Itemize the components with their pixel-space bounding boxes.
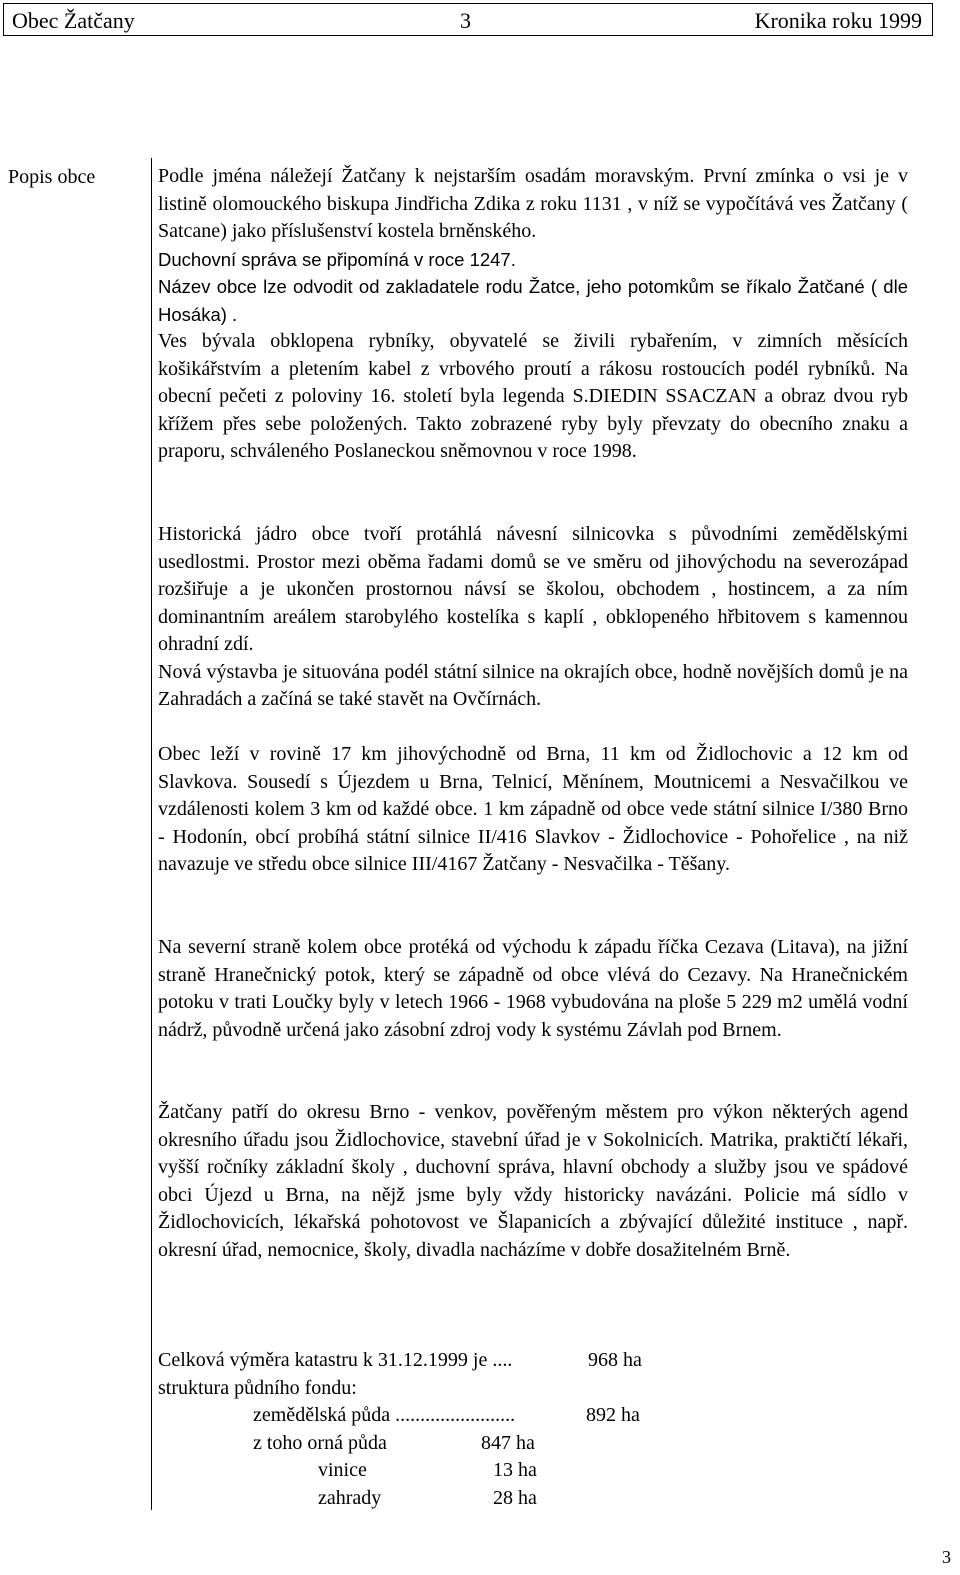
gardens-label: zahrady [318,1486,382,1509]
village-core-text: Historická jádro obce tvoří protáhlá návesní silnicovka s původními zemědělskými usedlostmi. Prostor mezi oběma řadami domů se ve směru od jihovýchodu na severozápad rozšiřuje a je ukončen prostornou návsí se školou, obchodem , hostincem, a za ním dominantním areálem starobylého kostelíka s kaplí , obklopeného hřbitovem s kamennou ohradní zdí. [158,523,908,655]
agricultural-land-label: zemědělská půda ........................ [253,1404,516,1426]
arable-land-value: 847 ha [481,1431,535,1454]
spiritual-administration-text: Duchovní správa se připomíná v roce 1247. [158,248,516,270]
paragraph-village-core [158,521,908,714]
paragraph-location [158,741,908,879]
vineyards-label: vinice [318,1459,367,1481]
paragraph-waters [158,934,908,1044]
page-header [3,3,933,36]
paragraph-history [158,163,908,466]
structure-label: struktura půdního fondu: [158,1376,357,1399]
ponds-text: Ves bývala obklopena rybníky, obyvatelé se živili rybařením, v zimních měsících košikářstvím a pletením kabel z vrbového proutí a rákosu rostoucích podél rybníků. Na obecní pečeti z poloviny 16. století byla legenda S.DIEDIN SSACZAN a obraz dvou ryb křížem přes sebe položených. Takto zobrazené ryby byly převzaty do obecního znaku a praporu, schváleného Poslaneckou sněmovnou v roce 1998. [158,330,908,462]
vineyards-value: 13 ha [493,1459,537,1481]
header-chronicle-title: Kronika roku 1999 [754,8,922,33]
location-text: Obec leží v rovině 17 km jihovýchodně od Brna, 11 km od Židlochovic a 12 km od Slavkova. Sousedí s Újezdem u Brna, Telnicí, Měnínem, Moutnicemi a Nesvačilkou ve vzdálenosti kolem 3 km od každé obce. 1 km západně od obce vede státní silnice I/380 Brno - Hodonín, obcí probíhá státní silnice II/416 Slavkov - Židlochovice - Pohořelice , na niž navazuje ve středu obce silnice III/4167 Žatčany - Nesvačilka - Těšany. [158,743,908,875]
footer-page-number: 3 [942,1547,951,1567]
new-construction-text: Nová výstavba je situována podél státní silnice na okrajích obce, hodně novějších domů je na Zahradách a začíná se také stavět na Ovčírnách. [158,660,908,710]
margin-rule [151,158,152,1510]
total-area-label: Celková výměra katastru k 31.12.1999 je .... [158,1349,513,1371]
administration-text: Žatčany patří do okresu Brno - venkov, pověřeným městem pro výkon některých agend okresního úřadu jsou Židlochovice, stavební úřad je v Sokolnicích. Matrika, praktičtí lékaři, vyšší ročníky základní školy , duchovní správa, hlavní obchody a služby jsou ve spádové obci Újezd u Brna, na nějž jsme byly vždy historicky navázáni. Policie má sídlo v Židlochovicích, lékařská pohotovost ve Šlapanicích a zbývající důležité instituce , např. okresní úřad, nemocnice, školy, divadla nacházíme v dobře dosažitelném Brně. [158,1101,908,1261]
name-origin-text: Název obce lze odvodit od zakladatele rodu Žatce, jeho potomkům se říkalo Žatčané ( dle Hosáka) . [158,276,908,325]
gardens-value: 28 ha [493,1486,537,1509]
header-municipality: Obec Žatčany [12,8,135,33]
history-text: Podle jména náležejí Žatčany k nejstarším osadám moravským. První zmínka o vsi je v listině olomouckého biskupa Jindřicha Zdika z roku 1131 , v níž se vypočítává ves Žatčany ( Satcane) jako příslušenství kostela brněnského. [158,165,908,242]
total-area-value: 968 ha [588,1349,642,1371]
agricultural-land-value: 892 ha [586,1404,640,1426]
header-page-number: 3 [460,8,471,33]
section-label: Popis obce [8,166,96,188]
arable-land-label: z toho orná půda [253,1431,387,1454]
waters-text: Na severní straně kolem obce protéká od východu k západu říčka Cezava (Litava), na jižní straně Hranečnický potok, který se západně od obce vlévá do Cezavy. Na Hranečnickém potoku v trati Loučky byly v letech 1966 - 1968 vybudována na ploše 5 229 m2 umělá vodní nádrž, původně určená jako zásobní zdroj vody k systému Závlah pod Brnem. [158,936,908,1041]
paragraph-administration [158,1099,908,1264]
